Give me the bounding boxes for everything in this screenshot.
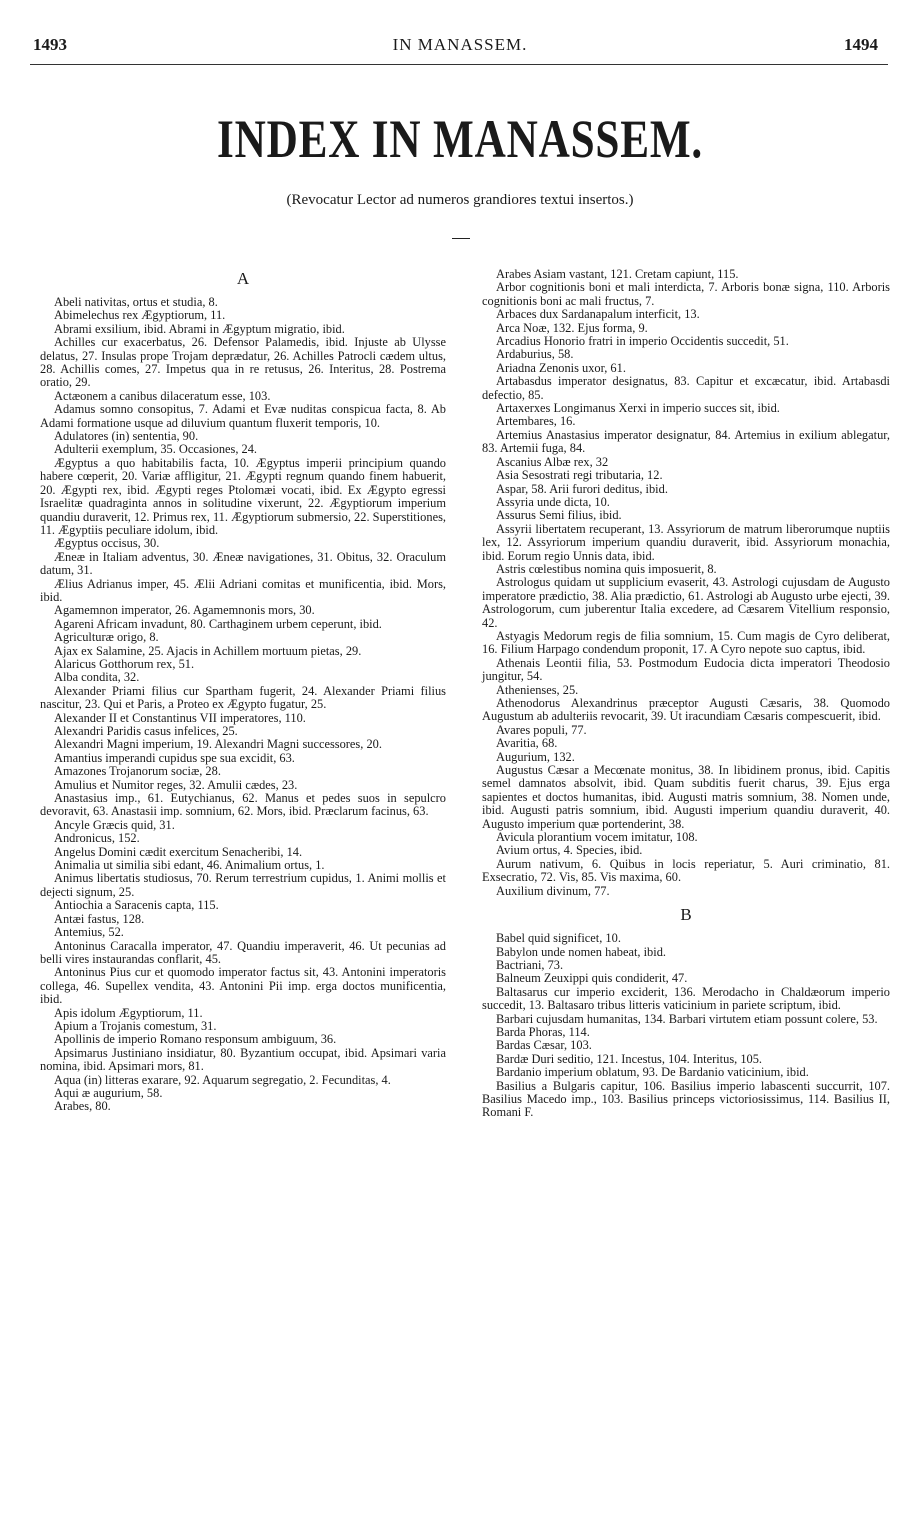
index-entry: Augustus Cæsar a Mecœnate monitus, 38. In libidinem pronus, ibid. Capitis semel damnatos absolvit, ibid. Quam subditis fuerit charus, 39. Ejus erga sapientes et doctos humanitas, ibid. Augusti matris somnium, 38. Nomen unde, ibid. Augusti patris somnium, ibid. Augusti imperium quandiu duraverit, 40. Augusto imperium quæ portenderint, 38. xyxy=(482,763,890,831)
index-entry: Artaxerxes Longimanus Xerxi in imperio succes sit, ibid. xyxy=(496,401,780,416)
index-entry: Ascanius Albæ rex, 32 xyxy=(496,454,609,469)
running-header xyxy=(0,35,920,57)
index-entry: Alexandri Magni imperium, 19. Alexandri Magni successores, 20. xyxy=(54,737,382,752)
index-entry: Ancyle Græcis quid, 31. xyxy=(54,817,175,832)
index-entry: Barbari cujusdam humanitas, 134. Barbari virtutem etiam possunt colere, 53. xyxy=(496,1011,878,1026)
index-entry: Bardanio imperium oblatum, 93. De Bardanio vaticinium, ibid. xyxy=(496,1065,809,1080)
index-entry: Antæi fastus, 128. xyxy=(54,911,145,926)
index-entry: Artabasdus imperator designatus, 83. Capitur et excæcatur, ibid. Artabasdi defectio, 85. xyxy=(482,374,890,402)
index-entry: Antiochia a Saracenis capta, 115. xyxy=(54,898,219,913)
index-entry: Abeli nativitas, ortus et studia, 8. xyxy=(54,295,218,309)
index-entry: Assyrii libertatem recuperant, 13. Assyriorum de matrum liberorumque nuptiis lex, 12. Assyriorum imperium quandiu duraverit, ibid. Assyriorum monachia, ibid. Eorum regio Unnis data, ibid. xyxy=(482,521,890,563)
page-number-left: 1493 xyxy=(33,35,67,54)
title-divider xyxy=(452,238,470,239)
header-rule xyxy=(30,64,888,65)
section-letter-b: B xyxy=(680,905,692,925)
index-entry: Artemius Anastasius imperator designatur, 84. Artemius in exilium ablegatur, 83. Artemii fuga, 84. xyxy=(482,427,890,456)
index-entry: Artembares, 16. xyxy=(496,414,576,429)
index-entry: Arbor cognitionis boni et mali interdicta, 7. Arboris bonæ signa, 110. Arboris cognitionis boni ac mali fructus, 7. xyxy=(482,280,890,308)
index-entry: Alaricus Gotthorum rex, 51. xyxy=(54,656,195,671)
index-entry: Babel quid significet, 10. xyxy=(496,931,621,946)
index-entry: Apium a Trojanis comestum, 31. xyxy=(54,1018,217,1033)
left-column xyxy=(40,270,446,1114)
index-entry: Assyria unde dicta, 10. xyxy=(496,494,610,509)
index-entry: Antemius, 52. xyxy=(54,925,124,940)
index-entry: Athenienses, 25. xyxy=(496,682,579,697)
index-entry: Ajax ex Salamine, 25. Ajacis in Achillem mortuum pietas, 29. xyxy=(54,643,362,658)
index-entry: Avares populi, 77. xyxy=(496,722,587,737)
index-entry: Aqui æ augurium, 58. xyxy=(54,1085,163,1100)
page-number-right: 1494 xyxy=(844,35,878,54)
index-entry: Amantius imperandi cupidus spe sua excidit, 63. xyxy=(54,750,295,765)
index-entry: Ægyptus a quo habitabilis facta, 10. Ægyptus imperii principium quando habere cœperit, 20. Variæ affligitur, 21. Ægypti regnum quando finem habuerit, 20. Ægypti rex, ibid. Ægypti reges Ptolomæi vocati, ibid. Ex Ægypto egressi Israelitæ quadraginta annos in solitudine vixerunt, 22. Ægyptiorum imperium quandiu duraverit, 12. Primus rex, 11. Ægyptiorum submersio, 22. Superstitiones, 11. Ægyptiis peculiare idolum, ibid. xyxy=(40,455,446,537)
index-entry: Baltasarus cur imperio exciderit, 136. Merodacho in Chaldæorum imperio succedit, 13. Baltasaro tribus litteris vaticinium in pariete scriptum, ibid. xyxy=(482,984,890,1013)
index-entry: Ariadna Zenonis uxor, 61. xyxy=(496,360,626,375)
index-entry: Ælius Adrianus imper, 45. Ælii Adriani comitas et munificentia, ibid. Mors, ibid. xyxy=(40,576,446,604)
index-entry: Athenais Leontii filia, 53. Postmodum Eudocia dicta imperatori Theodosio jungitur, 54. xyxy=(482,655,890,684)
index-entry: Avaritia, 68. xyxy=(496,736,558,751)
left-entries xyxy=(40,296,446,1114)
index-entry: Barda Phoras, 114. xyxy=(496,1024,590,1039)
index-entry: Arabes Asiam vastant, 121. Cretam capiunt, 115. xyxy=(496,267,739,281)
index-entry: Alexander Priami filius cur Spartham fugerit, 24. Alexander Priami filius nascitur, 23. Qui et Paris, a Proteo ex Ægypto fugatur, 25. xyxy=(40,683,446,712)
right-entries-a xyxy=(482,268,890,898)
index-entry: Alexander II et Constantinus VII imperatores, 110. xyxy=(54,710,306,725)
index-entry: Aurum nativum, 6. Quibus in locis reperiatur, 5. Auri criminatio, 81. Exsecratio, 72. Vis, 85. Vis maxima, 60. xyxy=(482,856,890,885)
index-entry: Abimelechus rex Ægyptiorum, 11. xyxy=(54,308,226,323)
index-entry: Adulterii exemplum, 35. Occasiones, 24. xyxy=(54,442,258,457)
index-entry: Assurus Semi filius, ibid. xyxy=(496,508,622,523)
index-entry: Apollinis de imperio Romano responsum ambiguum, 36. xyxy=(54,1032,337,1047)
index-entry: Arbaces dux Sardanapalum interficit, 13. xyxy=(496,307,700,322)
index-entry: Agamemnon imperator, 26. Agamemnonis mors, 30. xyxy=(54,603,315,618)
index-entry: Basilius a Bulgaris capitur, 106. Basilius imperio labascenti succurrit, 107. Basilius Macedo imp., 103. Basilius princeps victoriosissimus, 114. Basilius II, Romani F. xyxy=(482,1078,890,1120)
index-entry: Apis idolum Ægyptiorum, 11. xyxy=(54,1005,203,1020)
right-entries-b xyxy=(482,932,890,1120)
index-entry: Adamus somno consopitus, 7. Adami et Evæ nuditas conspicua facta, 8. Ab Adami formatione usque ad diluvium quantum fluxerit temporis, 10. xyxy=(40,402,446,430)
index-entry: Ardaburius, 58. xyxy=(496,347,574,362)
index-entry: Angelus Domini cædit exercitum Senacheribi, 14. xyxy=(54,844,303,859)
right-column xyxy=(482,268,890,1120)
index-entry: Agareni Africam invadunt, 80. Carthaginem urbem ceperunt, ibid. xyxy=(54,616,382,631)
index-entry: Athenodorus Alexandrinus præceptor Augusti Cæsaris, 38. Quomodo Augustum ab adulteriis revocarit, 39. Ut iracundiam Cæsaris compescuerit, ibid. xyxy=(482,696,890,724)
index-entry: Apsimarus Justiniano insidiatur, 80. Byzantium occupat, ibid. Apsimari varia nomina, ibid. Apsimari mors, 81. xyxy=(40,1045,446,1074)
index-entry: Antoninus Caracalla imperator, 47. Quandiu imperaverit, 46. Ut pecunias ad belli vires instaurandas conflarit, 45. xyxy=(40,938,446,966)
section-letter-a: A xyxy=(236,269,250,288)
page-title: INDEX IN MANASSEM. xyxy=(216,109,704,169)
index-entry: Auxilium divinum, 77. xyxy=(496,883,610,898)
index-entry: Amulius et Numitor reges, 32. Amulii cædes, 23. xyxy=(54,777,298,792)
page-subtitle: (Revocatur Lector ad numeros grandiores textui insertos.) xyxy=(286,192,634,208)
index-entry: Augurium, 132. xyxy=(496,749,575,764)
index-entry: Animalia ut similia sibi edant, 46. Animalium ortus, 1. xyxy=(54,858,325,873)
index-entry: Antoninus Pius cur et quomodo imperator factus sit, 43. Antonini imperatoris collega, 46. Supellex vendita, 43. Antonini Pii imp. erga doctos munificentia, ibid. xyxy=(40,965,446,1007)
index-entry: Aspar, 58. Arii furori deditus, ibid. xyxy=(496,481,668,496)
index-entry: Abrami exsilium, ibid. Abrami in Ægyptum migratio, ibid. xyxy=(54,321,345,336)
index-entry: Achilles cur exacerbatus, 26. Defensor Palamedis, ibid. Injuste ab Ulysse delatus, 27. Insulas prope Trojam deprædatur, 26. Achilles Patrocli cædem ultus, 28. Achillis comes, 27. Impetus qua in re retusus, 26. Interitus, 28. Postrema oratio, 29. xyxy=(40,335,446,390)
index-entry: Arabes, 80. xyxy=(54,1099,111,1114)
index-entry: Bardas Cæsar, 103. xyxy=(496,1038,592,1053)
index-entry: Adulatores (in) sententia, 90. xyxy=(54,429,199,444)
running-title: IN MANASSEM. xyxy=(392,35,528,54)
index-entry: Æneæ in Italiam adventus, 30. Æneæ navigationes, 31. Obitus, 32. Oraculum datum, 31. xyxy=(40,549,446,578)
index-entry: Asia Sesostrati regi tributaria, 12. xyxy=(496,468,663,483)
index-entry: Agriculturæ origo, 8. xyxy=(54,630,159,645)
index-entry: Babylon unde nomen habeat, ibid. xyxy=(496,944,666,959)
index-entry: Aqua (in) litteras exarare, 92. Aquarum segregatio, 2. Fecunditas, 4. xyxy=(54,1072,391,1087)
index-entry: Astris cœlestibus nomina quis imposuerit, 8. xyxy=(496,561,717,576)
index-entry: Amazones Trojanorum sociæ, 28. xyxy=(54,764,221,779)
index-entry: Astyagis Medorum regis de filia somnium, 15. Cum magis de Cyro deliberat, 16. Filium Harpago condendum proponit, 17. A Cyro nepote suo captus, ibid. xyxy=(482,628,890,657)
index-entry: Alexandri Paridis casus infelices, 25. xyxy=(54,724,238,738)
index-entry: Arca Noæ, 132. Ejus forma, 9. xyxy=(496,320,648,335)
index-entry: Bactriani, 73. xyxy=(496,957,564,972)
index-entry: Animus libertatis studiosus, 70. Rerum terrestrium cupidus, 1. Animi mollis et dejecti signum, 25. xyxy=(40,871,446,899)
index-entry: Bardæ Duri seditio, 121. Incestus, 104. Interitus, 105. xyxy=(496,1051,763,1066)
index-entry: Balneum Zeuxippi quis condiderit, 47. xyxy=(496,971,688,986)
index-entry: Actæonem a canibus dilaceratum esse, 103. xyxy=(54,388,271,403)
index-entry: Avium ortus, 4. Species, ibid. xyxy=(496,843,643,858)
index-entry: Astrologus quidam ut supplicium evaserit, 43. Astrologi cujusdam de Augusto imperatore prædictio, 38. Alia prædictio, 61. Astrologi ab Augusto urbe ejecti, 39. Astrologorum, cum juberentur Italia excedere, ad Cæsarem Vitellium responsio, 42. xyxy=(482,575,890,630)
index-entry: Arcadius Honorio fratri in imperio Occidentis succedit, 51. xyxy=(496,334,789,349)
index-entry: Andronicus, 152. xyxy=(54,831,140,846)
index-entry: Alba condita, 32. xyxy=(54,670,140,685)
index-entry: Ægyptus occisus, 30. xyxy=(54,536,160,551)
index-entry: Anastasius imp., 61. Eutychianus, 62. Manus et pedes suos in sepulcro devoravit, 63. Anastasii imp. somnium, 62. Mors, ibid. Præclarum facinus, 63. xyxy=(40,791,446,819)
index-entry: Avicula plorantium vocem imitatur, 108. xyxy=(496,830,698,845)
